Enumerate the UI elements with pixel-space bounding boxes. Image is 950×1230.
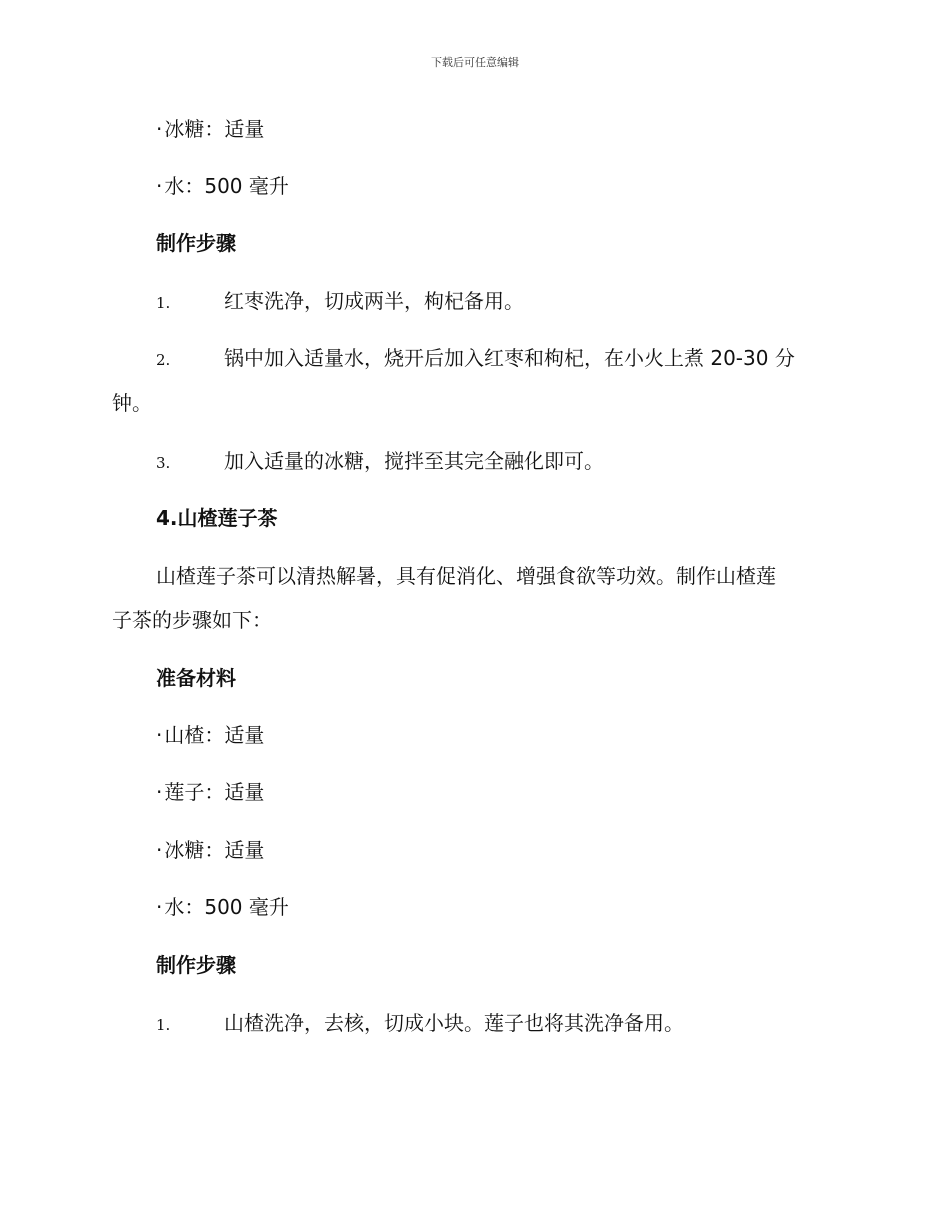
step-text: 锅中加入适量水，烧开后加入红枣和枸杞，在小火上煮 20-30 分: [224, 346, 795, 370]
step-text-continuation: 钟。: [112, 391, 152, 415]
step-number: 2.: [156, 351, 171, 369]
bullet: ·: [156, 895, 163, 919]
paragraph-continuation: 子茶的步骤如下：: [112, 608, 272, 632]
ingredient-text: 冰糖：适量: [164, 117, 265, 141]
step-item: [156, 447, 604, 477]
ingredient-item: [156, 778, 264, 806]
step-item: [156, 287, 524, 317]
bullet: ·: [156, 780, 163, 804]
step-number: 1.: [156, 1016, 171, 1034]
recipe-title: 4.山楂莲子茶: [156, 506, 278, 530]
ingredient-text: 莲子：适量: [164, 780, 265, 804]
ingredient-text: 冰糖：适量: [164, 838, 265, 862]
step-text: 加入适量的冰糖，搅拌至其完全融化即可。: [224, 449, 604, 473]
step-number: 3.: [156, 454, 171, 472]
paragraph: 山楂莲子茶可以清热解暑，具有促消化、增强食欲等功效。制作山楂莲: [156, 564, 776, 588]
step-text: 红枣洗净，切成两半，枸杞备用。: [224, 289, 524, 313]
step-item: [156, 344, 795, 374]
section-heading: 准备材料: [156, 666, 236, 690]
section-heading: 制作步骤: [156, 953, 236, 977]
bullet: ·: [156, 723, 163, 747]
ingredient-item: [156, 836, 264, 864]
ingredient-text: 水：500 毫升: [164, 174, 289, 198]
bullet: ·: [156, 117, 163, 141]
ingredient-text: 水：500 毫升: [164, 895, 289, 919]
page-header: 下载后可任意编辑: [431, 56, 519, 69]
ingredient-item: [156, 893, 289, 921]
step-item: [156, 1009, 684, 1039]
bullet: ·: [156, 838, 163, 862]
step-number: 1.: [156, 294, 171, 312]
ingredient-item: [156, 115, 264, 143]
ingredient-item: [156, 721, 264, 749]
bullet: ·: [156, 174, 163, 198]
ingredient-text: 山楂：适量: [164, 723, 265, 747]
section-heading: 制作步骤: [156, 231, 236, 255]
step-text: 山楂洗净，去核，切成小块。莲子也将其洗净备用。: [224, 1011, 684, 1035]
ingredient-item: [156, 172, 289, 200]
